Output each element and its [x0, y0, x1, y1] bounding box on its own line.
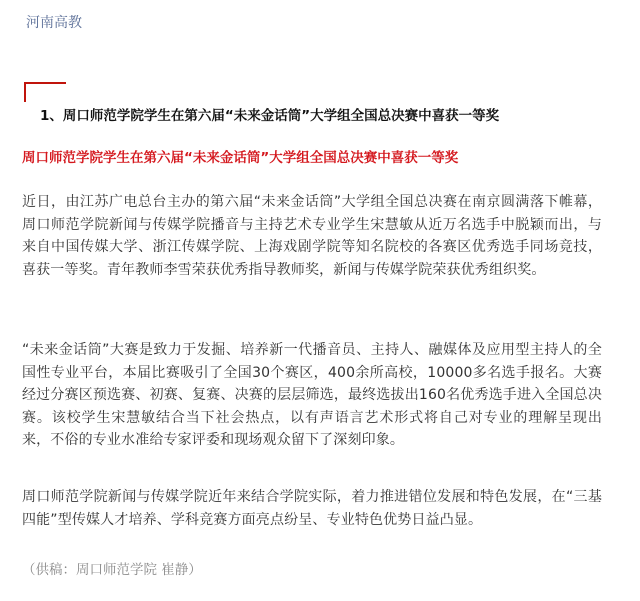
article-paragraph: 近日，由江苏广电总台主办的第六届“未来金话筒”大学组全国总决赛在南京圆满落下帷幕，周口师范学院新闻与传媒学院播音与主持艺术专业学生宋慧敏从近万名选手中脱颖而出，与来自中国传媒大学、浙江传媒学院、上海戏剧学院等知名院校的各赛区优秀选手同场竞技，喜获一等奖。青年教师李雪荣获优秀指导教师奖，新闻与传媒学院荣获优秀组织奖。 — [22, 194, 602, 278]
section-corner-decoration — [24, 82, 66, 102]
article-title: 周口师范学院学生在第六届“未来金话筒”大学组全国总决赛中喜获一等奖 — [22, 150, 459, 166]
section-heading: 1、周口师范学院学生在第六届“未来金话筒”大学组全国总决赛中喜获一等奖 — [40, 108, 500, 124]
article-paragraph: “未来金话筒”大赛是致力于发掘、培养新一代播音员、主持人、融媒体及应用型主持人的全国性专业平台，本届比赛吸引了全国30个赛区，400余所高校，10000多名选手报名。大赛经过分赛区预选赛、初赛、复赛、决赛的层层筛选，最终选拔出160名优秀选手进入全国总决赛。该校学生宋慧敏结合当下社会热点，以有声语言艺术形式将自己对专业的理解呈现出来，不俗的专业水准给专家评委和现场观众留下了深刻印象。 — [22, 342, 602, 449]
article-paragraph: 周口师范学院新闻与传媒学院近年来结合学院实际，着力推进错位发展和特色发展，在“三基四能”型传媒人才培养、学科竞赛方面亮点纷呈、专业特色优势日益凸显。 — [22, 489, 602, 528]
source-credit: （供稿：周口师范学院 崔静） — [22, 562, 202, 578]
account-name-link[interactable]: 河南高教 — [26, 15, 82, 31]
